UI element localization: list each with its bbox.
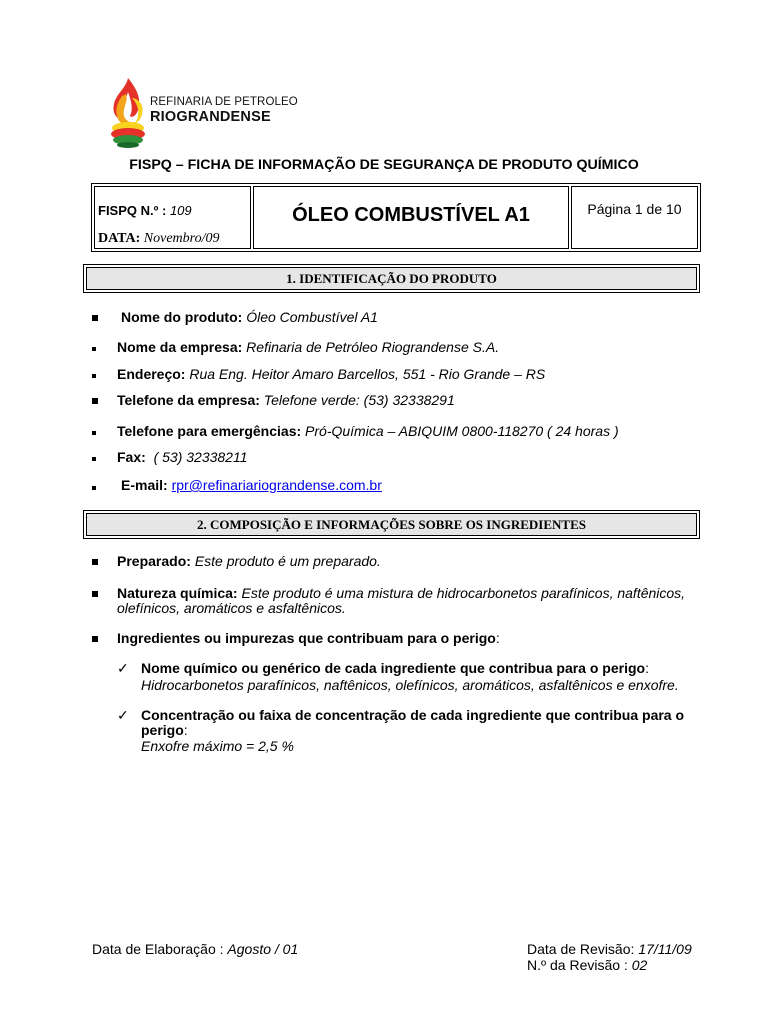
bullet-icon bbox=[92, 591, 98, 597]
page-info: Página 1 de 10 bbox=[587, 201, 682, 217]
item-label: Telefone para emergências: bbox=[117, 423, 302, 439]
item-value: Óleo Combustível A1 bbox=[246, 309, 378, 325]
item-value: Pró-Química – ABIQUIM 0800-118270 ( 24 horas ) bbox=[305, 423, 619, 439]
revision-number-value: 02 bbox=[631, 957, 648, 973]
bullet-icon bbox=[92, 347, 96, 351]
concentracao-label-line-2: perigo bbox=[141, 722, 184, 738]
item-value: Refinaria de Petróleo Riograndense S.A. bbox=[246, 339, 500, 355]
revision-number-label: N.º da Revisão : bbox=[527, 957, 628, 973]
bullet-icon bbox=[92, 315, 98, 321]
header-cell-page bbox=[571, 186, 698, 249]
section-2-title: 2. COMPOSIÇÃO E INFORMAÇÕES SOBRE OS INGREDIENTES bbox=[86, 513, 697, 536]
concentracao-label-line-1: Concentração ou faixa de concentração de cada ingrediente que contribua para o bbox=[141, 707, 685, 723]
header-table bbox=[91, 183, 701, 252]
bullet-icon bbox=[92, 374, 96, 378]
bullet-icon bbox=[92, 636, 98, 642]
bullet-icon bbox=[92, 559, 98, 565]
natureza-value-line-2: olefínicos, aromáticos e asfaltênicos. bbox=[117, 600, 346, 616]
nome-quimico-colon: : bbox=[645, 660, 649, 676]
footer-revision-number bbox=[527, 957, 647, 973]
section-1-header bbox=[83, 264, 700, 293]
footer-revision-date bbox=[527, 941, 692, 957]
item-label: Nome do produto: bbox=[121, 309, 243, 325]
bullet-icon bbox=[92, 431, 96, 435]
section-1-title: 1. IDENTIFICAÇÃO DO PRODUTO bbox=[86, 267, 697, 290]
fispq-value: 109 bbox=[169, 203, 192, 218]
section-2-header bbox=[83, 510, 700, 539]
document-title: FISPQ – FICHA DE INFORMAÇÃO DE SEGURANÇA DE PRODUTO QUÍMICO bbox=[129, 157, 639, 173]
logo-line-1: REFINARIA DE PETROLEO bbox=[150, 96, 298, 108]
bullet-icon bbox=[92, 457, 96, 461]
elaboration-value: Agosto / 01 bbox=[227, 941, 299, 957]
revision-date-value: 17/11/09 bbox=[638, 941, 692, 957]
email-link[interactable]: rpr@refinariariograndense.com.br bbox=[171, 477, 382, 493]
item-label: Endereço: bbox=[117, 366, 186, 382]
ingredientes-label: Ingredientes ou impurezas que contribuam para o perigo bbox=[117, 630, 496, 646]
date-value: Novembro/09 bbox=[143, 231, 220, 246]
item-label: E-mail: bbox=[121, 477, 168, 493]
date-line bbox=[98, 231, 219, 247]
nome-quimico-value: Hidrocarbonetos parafínicos, naftênicos, olefínicos, aromáticos, asfaltênicos e enxofre. bbox=[141, 677, 679, 693]
revision-date-label: Data de Revisão: bbox=[527, 941, 635, 957]
item-label: Telefone da empresa: bbox=[117, 392, 260, 408]
natureza-value-line-1: Este produto é uma mistura de hidrocarbonetos parafínicos, naftênicos, bbox=[241, 585, 686, 601]
footer-elaboration-date bbox=[92, 941, 298, 957]
nome-quimico-label: Nome químico ou genérico de cada ingrediente que contribua para o perigo bbox=[141, 660, 646, 676]
item-label: Fax: bbox=[117, 449, 146, 465]
elaboration-label: Data de Elaboração : bbox=[92, 941, 224, 957]
checkmark-icon: ✓ bbox=[117, 707, 129, 723]
fispq-label: FISPQ N.º : bbox=[98, 203, 167, 218]
logo-line-2: RIOGRANDENSE bbox=[150, 109, 271, 125]
item-value: Telefone verde: (53) 32338291 bbox=[263, 392, 455, 408]
item-value: Rua Eng. Heitor Amaro Barcellos, 551 - Rio Grande – RS bbox=[189, 366, 546, 382]
product-title: ÓLEO COMBUSTÍVEL A1 bbox=[292, 204, 530, 226]
header-cell-fispq bbox=[94, 186, 251, 249]
company-logo bbox=[106, 76, 306, 148]
flame-logo-icon bbox=[106, 76, 150, 148]
concentracao-value: Enxofre máximo = 2,5 % bbox=[141, 738, 294, 754]
item-value: ( 53) 32338211 bbox=[153, 449, 248, 465]
date-label: DATA: bbox=[98, 231, 141, 246]
preparado-value: Este produto é um preparado. bbox=[194, 553, 381, 569]
fispq-number bbox=[98, 203, 192, 218]
header-cell-product bbox=[253, 186, 569, 249]
checkmark-icon: ✓ bbox=[117, 660, 129, 676]
concentracao-colon: : bbox=[183, 722, 188, 738]
bullet-icon bbox=[92, 398, 98, 404]
preparado-label: Preparado: bbox=[117, 553, 191, 569]
natureza-label: Natureza química: bbox=[117, 585, 238, 601]
bullet-icon bbox=[92, 486, 96, 490]
item-label: Nome da empresa: bbox=[117, 339, 243, 355]
ingredientes-colon: : bbox=[495, 630, 500, 646]
